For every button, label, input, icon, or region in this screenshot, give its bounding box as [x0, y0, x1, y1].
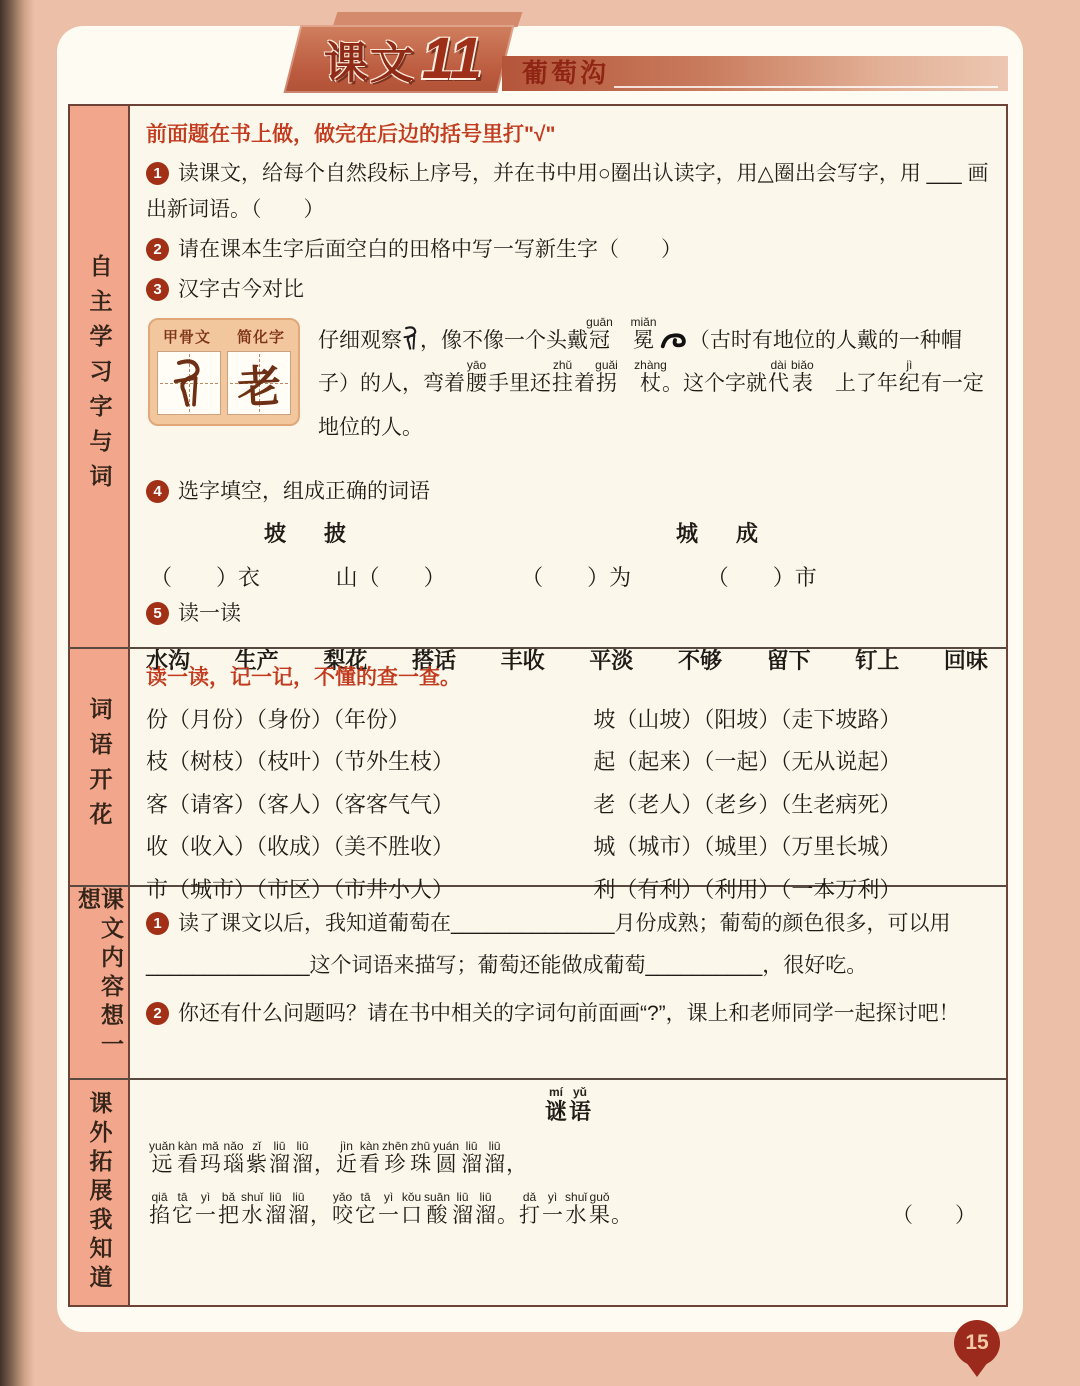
word-group: 起（起来）（一起）（无从说起）: [593, 749, 902, 775]
section-think-about-text: [70, 887, 1006, 1080]
worksheet-table: [68, 104, 1008, 1307]
word: 搭话: [411, 647, 456, 673]
fill-blank: （ ）市: [706, 564, 817, 590]
section-label-cell: [70, 649, 130, 885]
riddle-line-2: [148, 1191, 990, 1240]
exercise-item-text: 读一读: [178, 601, 241, 625]
word-group: 份（月份）（身份）（年份）: [146, 707, 411, 732]
riddle-title: 谜mí语yǔ: [544, 1085, 592, 1124]
item-number-badge: 4: [146, 480, 169, 503]
exercise-item-4: [146, 474, 990, 510]
word-group: 老（老人）（老乡）（生老病死）: [593, 791, 902, 817]
think-item-1: [146, 903, 990, 987]
riddle-line-2-text: 掐qiā它tā一yì把bǎ水shuǐ溜liū溜liū，咬yǎo它tā一yì口kǒu酸suān溜liū溜liū。打dǎ一yì水shuǐ果guǒ。: [149, 1189, 633, 1227]
section-label-cell: [70, 1080, 130, 1305]
word-group: 枝（树枝）（枝叶）（节外生枝）: [146, 749, 455, 775]
word: 不够: [677, 647, 722, 673]
word-group: 市（城市）（市区）（市井小人）: [146, 876, 455, 902]
lesson-banner-text: [296, 26, 510, 92]
lesson-label: 课文: [323, 39, 416, 88]
section-content: [130, 1080, 1006, 1305]
lesson-title: 葡萄沟: [522, 58, 610, 88]
character-comparison-block: [146, 316, 990, 464]
word-blossom-grid: [146, 699, 990, 911]
exercise-item-text: 请在课本生字后面空白的田格中写一写新生字（ ）: [178, 238, 682, 262]
section-label: 课文内容想一想: [75, 887, 124, 1061]
section-instruction: 前面题在书上做，做完在后边的括号里打"√": [146, 123, 556, 146]
oracle-script-header: 甲骨文: [163, 329, 212, 347]
item-number-badge: 1: [146, 162, 169, 185]
oracle-character-box: [157, 351, 221, 415]
item-number-badge: 2: [146, 238, 169, 261]
section-independent-learning: [70, 106, 1006, 673]
section-label-cell: [70, 106, 130, 647]
word: 生产: [234, 647, 279, 673]
word: 丰收: [500, 647, 545, 673]
fill-choices-row: [146, 517, 990, 551]
oracle-old-glyph: [402, 329, 420, 352]
riddle-line-1: 远yuǎn看kàn玛mǎ瑙nǎo紫zǐ溜liū溜liū，近jìn看kàn珍zhēn珠zhū圆yuán溜liū溜liū，: [149, 1138, 528, 1176]
word-group: 收（收入）（收成）（美不胜收）: [146, 834, 455, 860]
exercise-item-text: 读课文，给每个自然段标上序号，并在书中用○圈出认读字，用△圈出会写字，用 ___ 画出新词语。（ ）: [146, 162, 989, 222]
word: 钉上: [855, 647, 900, 673]
character-comparison-headers: [157, 326, 291, 347]
lesson-title-strip: [502, 56, 1008, 91]
simplified-header: 简化字: [236, 329, 285, 347]
cursive-old-glyph: [661, 329, 689, 352]
exercise-item-text: 选字填空，组成正确的词语: [178, 480, 430, 504]
section-content: [130, 887, 1006, 1078]
section-label: 自主学习字与词: [86, 254, 113, 499]
fill-choice-pair-2: 城 成: [676, 520, 767, 546]
page-spine-shadow: [0, 0, 34, 1386]
word: 梨花: [323, 647, 368, 673]
item-number-badge: 2: [146, 1002, 169, 1025]
exercise-item-text: 汉字古今对比: [178, 278, 304, 302]
item-number-badge: 5: [146, 602, 169, 625]
think-item-text: 读了课文以后，我知道葡萄在______________月份成熟；葡萄的颜色很多，可以用______________这个词语来描写；葡萄还能做成葡萄__________，很好吃。: [146, 912, 951, 977]
think-item-text: 你还有什么问题吗？请在书中相关的字词句前面画“?”，课上和老师同学一起探讨吧！: [178, 1002, 960, 1025]
page-number: 15: [965, 1331, 989, 1354]
word: 水沟: [146, 647, 191, 673]
word-group: 客（请客）（客人）（客客气气）: [146, 791, 455, 817]
section-label: 课外拓展我知道: [86, 1091, 113, 1294]
section-label-cell: [70, 887, 130, 1078]
fill-blank: （ ）衣: [150, 564, 261, 590]
section-instruction: 读一读，记一记，不懂的查一查。: [146, 666, 461, 689]
lesson-number: 11: [421, 26, 483, 91]
exercise-item-5: [146, 596, 990, 632]
word-group: 利（有利）（利用）（一本万利）: [593, 876, 902, 902]
section-label: 词语开花: [86, 697, 113, 837]
section-word-blossom: [70, 649, 1006, 902]
fill-blanks-row: [150, 561, 817, 592]
word: 平淡: [589, 647, 634, 673]
section-content: [130, 649, 1006, 902]
word: 回味: [943, 647, 988, 673]
exercise-item-3: [146, 272, 990, 308]
think-item-2: [146, 993, 990, 1035]
fill-blank: 山（ ）: [335, 564, 446, 590]
simplified-character: 老: [235, 362, 283, 414]
riddle-answer-blank: （ ）: [892, 1203, 976, 1227]
page-number-pin: [954, 1320, 1000, 1366]
character-explanation: 仔细观察 ，像不像一个头戴冠guān 冕miǎn （古时有地位的人戴的一种帽子）的人，弯着腰yāo手里还拄zhǔ着拐guǎi 杖zhàng。这个字就代dài表biǎo 上了年纪jì有一定地位的人。: [318, 315, 984, 439]
oracle-old-glyph-large: [170, 358, 208, 409]
exercise-item-1: [146, 156, 990, 228]
fill-blank: （ ）为: [521, 564, 632, 590]
simplified-character-box: [227, 351, 291, 415]
word-group: 坡（山坡）（阳坡）（走下坡路）: [593, 707, 902, 732]
exercise-item-2: [146, 232, 990, 268]
character-comparison-boxes: [157, 351, 291, 415]
section-extension: [70, 1080, 1006, 1305]
item-number-badge: 1: [146, 912, 169, 935]
character-comparison-card: [148, 318, 300, 426]
section-content: [130, 106, 1006, 673]
word-group: 城（城市）（城里）（万里长城）: [593, 834, 902, 860]
item-number-badge: 3: [146, 278, 169, 301]
fill-choice-pair-1: 坡 披: [264, 520, 355, 546]
word: 留下: [766, 647, 811, 673]
